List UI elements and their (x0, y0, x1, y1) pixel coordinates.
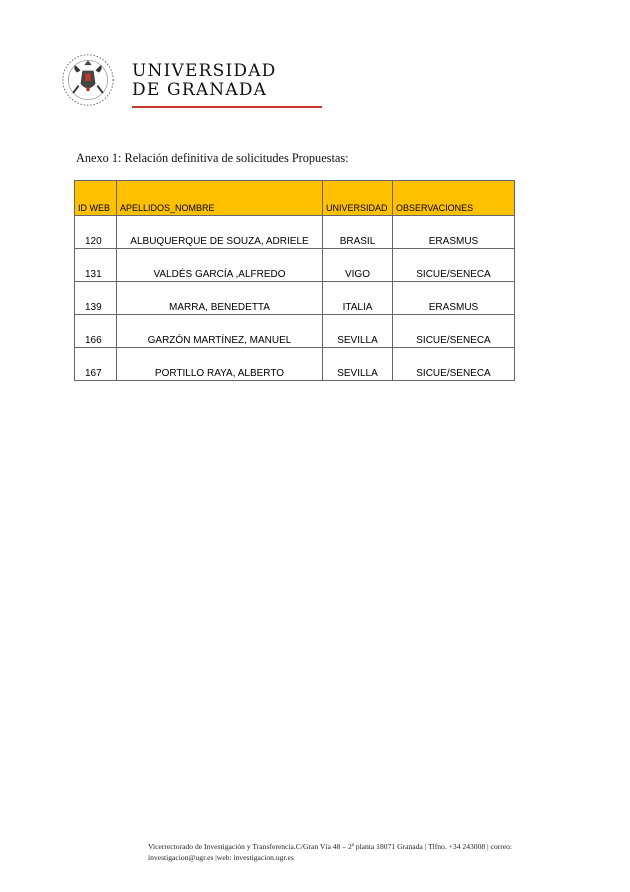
cell-observations: SICUE/SENECA (393, 249, 515, 282)
table-row (75, 315, 515, 348)
cell-observations: SICUE/SENECA (393, 315, 515, 348)
applications-table (74, 180, 515, 381)
column-header-name: APELLIDOS_NOMBRE (117, 181, 323, 216)
column-header-id: ID WEB (75, 181, 117, 216)
university-logo (60, 48, 280, 110)
logo-wordmark (132, 62, 277, 100)
cell-university: SEVILLA (323, 315, 393, 348)
cell-name: MARRA, BENEDETTA (117, 282, 323, 315)
cell-name: ALBUQUERQUE DE SOUZA, ADRIELE (117, 216, 323, 249)
table-row (75, 216, 515, 249)
logo-line-1: UNIVERSIDAD (132, 61, 277, 81)
cell-id: 139 (75, 282, 117, 315)
cell-observations: SICUE/SENECA (393, 348, 515, 381)
cell-name: GARZÓN MARTÍNEZ, MANUEL (117, 315, 323, 348)
cell-name: VALDÉS GARCÍA ,ALFREDO (117, 249, 323, 282)
university-seal-icon (60, 52, 116, 108)
cell-university: ITALIA (323, 282, 393, 315)
footer-contact: investigacion@ugr.es |web: investigacion.ugr.es (148, 853, 294, 862)
cell-id: 166 (75, 315, 117, 348)
cell-university: SEVILLA (323, 348, 393, 381)
column-header-university: UNIVERSIDAD (323, 181, 393, 216)
logo-line-2: DE GRANADA (132, 80, 268, 100)
cell-id: 167 (75, 348, 117, 381)
column-header-observations: OBSERVACIONES (393, 181, 515, 216)
annex-title: Anexo 1: Relación definitiva de solicitudes Propuestas: (76, 151, 349, 165)
cell-university: VIGO (323, 249, 393, 282)
cell-name: PORTILLO RAYA, ALBERTO (117, 348, 323, 381)
table-row (75, 282, 515, 315)
cell-university: BRASIL (323, 216, 393, 249)
cell-observations: ERASMUS (393, 282, 515, 315)
table-row (75, 348, 515, 381)
cell-observations: ERASMUS (393, 216, 515, 249)
cell-id: 120 (75, 216, 117, 249)
table-header-row (75, 181, 515, 216)
table-row (75, 249, 515, 282)
cell-id: 131 (75, 249, 117, 282)
page-footer (148, 841, 578, 863)
logo-divider (132, 106, 322, 108)
footer-address: Vicerrectorado de Investigación y Transferencia.C/Gran Vía 48 – 2ª planta 18071 Granada | Tlfno. +34 243008 | correo: (148, 842, 513, 851)
